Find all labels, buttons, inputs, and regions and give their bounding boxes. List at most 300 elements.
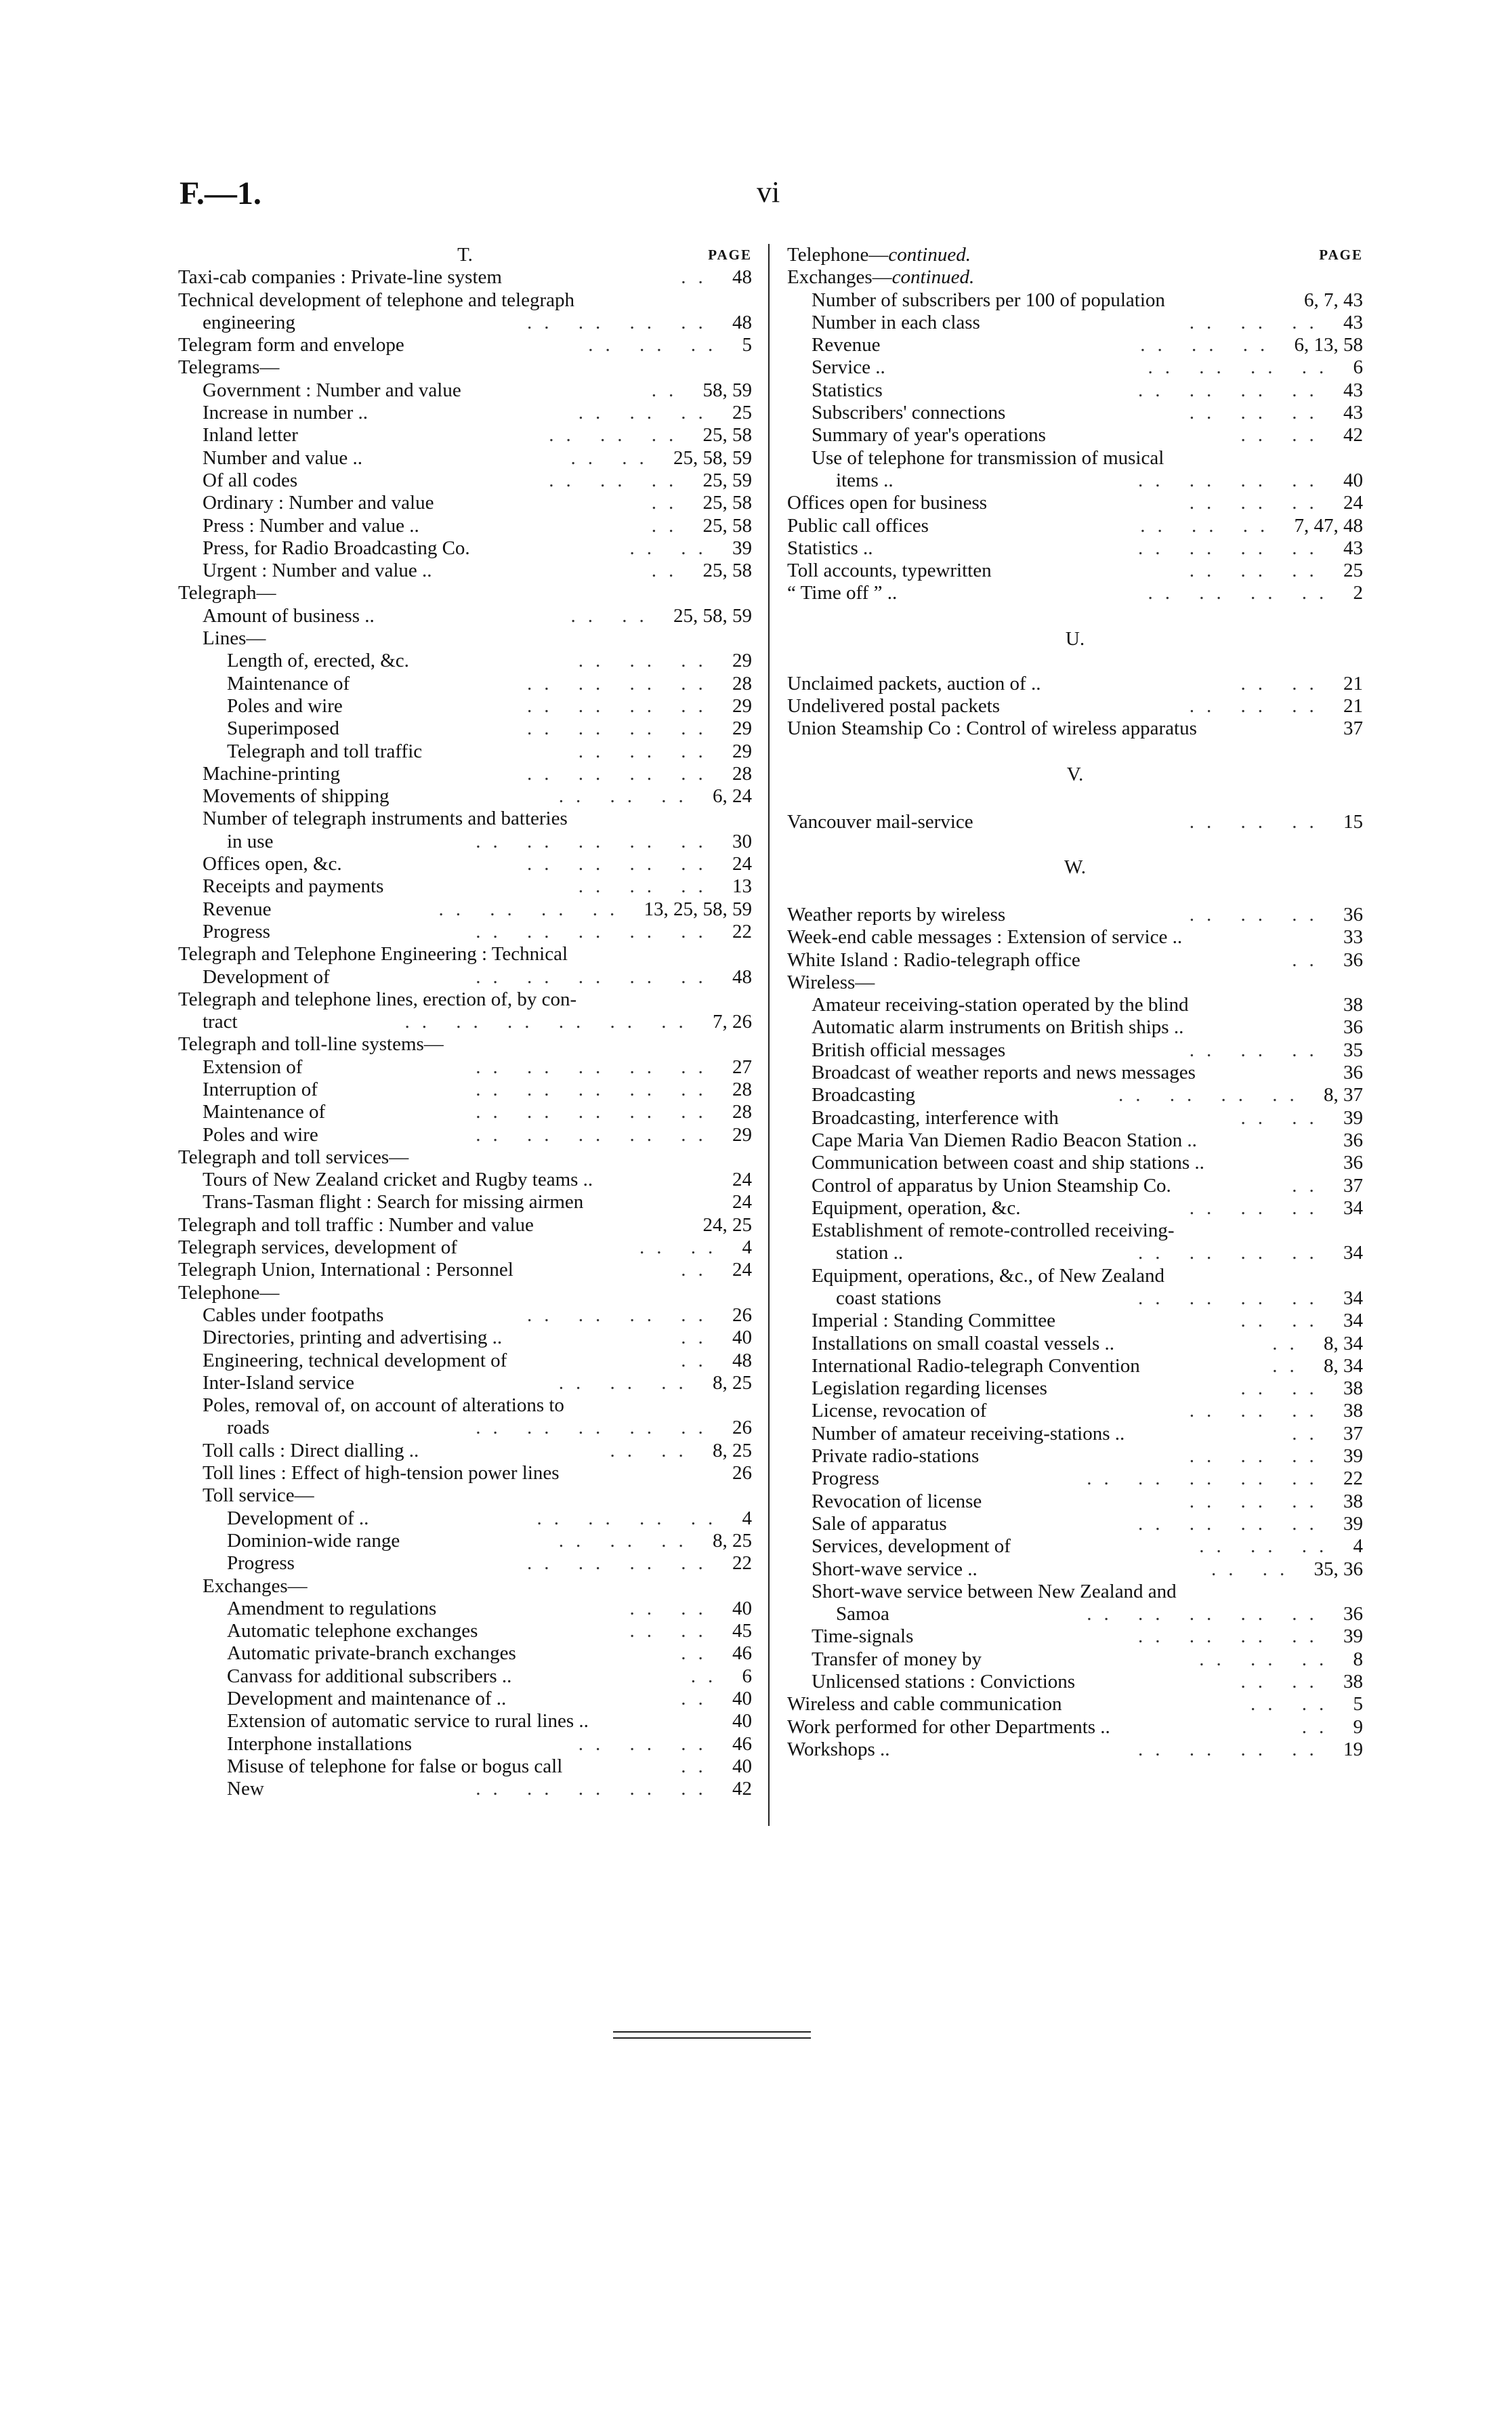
page-ref-number: 40	[1343, 469, 1363, 491]
entry-text: Maintenance of	[203, 1101, 326, 1123]
entry-page-ref	[527, 673, 752, 695]
index-entry	[787, 537, 1363, 560]
leader-dots: .. ..	[629, 1620, 732, 1642]
index-entry	[178, 1507, 752, 1530]
entry-page-ref	[405, 1011, 753, 1033]
index-entry	[178, 289, 752, 312]
entry-page-ref	[1148, 356, 1364, 379]
entry-text: Extension of	[203, 1056, 303, 1078]
leader-dots: .. ..	[629, 537, 732, 559]
entry-text: Automatic alarm instruments on British ships ..	[812, 1016, 1184, 1039]
entry-text: Private radio-stations	[812, 1445, 980, 1468]
page-ref-number: 34	[1343, 1310, 1363, 1332]
end-rule-top	[613, 2031, 811, 2033]
entry-text: Amount of business ..	[203, 604, 375, 627]
page-ref-number: 38	[1343, 1671, 1363, 1693]
index-entry	[787, 1287, 1363, 1310]
entry-page-ref	[1190, 1197, 1363, 1220]
index-entry	[787, 695, 1363, 718]
entry-page-ref	[1148, 582, 1364, 604]
entry-text: Inter-Island service	[203, 1371, 355, 1394]
entry-text: Control of apparatus by Union Steamship Co.	[812, 1174, 1171, 1197]
entry-page-ref	[1138, 1513, 1363, 1535]
index-entry	[178, 560, 752, 582]
index-entry	[787, 1739, 1363, 1761]
index-entry	[178, 1755, 752, 1778]
page-ref-number: 25	[732, 402, 752, 424]
index-entry	[787, 1016, 1363, 1039]
page-ref-number: 40	[732, 1710, 752, 1732]
entry-page-ref	[571, 447, 753, 470]
page-ref-number: 21	[1343, 672, 1363, 694]
leader-dots: .. .. .. ..	[527, 694, 732, 717]
entry-text: Superimposed	[227, 718, 339, 740]
leader-dots: .. .. .. .. ..	[1087, 1603, 1343, 1625]
entry-page-ref	[579, 1733, 752, 1755]
entry-page-ref	[1292, 1423, 1363, 1445]
leader-dots: .. .. ..	[1189, 402, 1343, 424]
page-ref-number: 35	[1343, 1039, 1363, 1061]
index-entry	[178, 1236, 752, 1259]
index-entry	[787, 312, 1363, 334]
entry-page-ref	[681, 1259, 752, 1281]
entry-text: Exchanges—	[203, 1575, 308, 1597]
entry-page-ref	[1211, 1558, 1363, 1581]
page-ref-number: 34	[1343, 1287, 1363, 1309]
entry-page-ref	[1272, 1333, 1363, 1355]
entry-page-ref	[527, 718, 752, 740]
entry-text: Imperial : Standing Committee	[812, 1310, 1056, 1332]
page-ref-number: 36	[1343, 1603, 1363, 1625]
entry-text: Telegraph and Telephone Engineering : Technical	[178, 943, 568, 965]
index-entry	[787, 402, 1363, 424]
index-entry	[787, 1062, 1363, 1084]
index-entry	[787, 492, 1363, 514]
entry-page-ref	[732, 1191, 752, 1213]
entry-page-ref	[439, 898, 753, 921]
entry-text: Toll lines : Effect of high-tension power lines	[203, 1462, 560, 1484]
entry-page-ref	[1190, 1445, 1363, 1468]
index-entry	[178, 741, 752, 763]
page-ref-number: 39	[1343, 1625, 1363, 1648]
index-entry	[178, 1033, 752, 1056]
entry-page-ref	[1241, 1377, 1364, 1400]
entry-page-ref	[476, 1417, 752, 1439]
index-entry	[178, 1259, 752, 1281]
entry-text: Amendment to regulations	[227, 1597, 437, 1619]
index-entry	[178, 379, 752, 402]
leader-dots: .. .. .. .. ..	[476, 1101, 732, 1123]
index-entry	[178, 853, 752, 875]
index-entry	[178, 447, 752, 470]
entry-text: Cables under footpaths	[203, 1304, 384, 1326]
page-ref-number: 24, 25	[702, 1213, 752, 1236]
page-ref-number: 13	[732, 875, 752, 898]
entry-text: Summary of year's operations	[812, 424, 1046, 446]
leader-dots: ..	[681, 266, 732, 289]
index-entry	[178, 537, 752, 560]
leader-dots: .. .. ..	[1140, 334, 1295, 356]
page-ref-number: 34	[1343, 1197, 1363, 1219]
index-entry	[178, 1079, 752, 1101]
entry-text: Machine-printing	[203, 762, 340, 785]
entry-text: Number and value ..	[203, 446, 362, 469]
page-ref-number: 8	[1353, 1648, 1363, 1670]
entry-page-ref	[1343, 1016, 1363, 1039]
entry-page-ref	[527, 1304, 752, 1327]
entry-text: Revenue	[203, 898, 272, 920]
page-ref-number: 8, 37	[1324, 1084, 1363, 1106]
index-entry	[178, 492, 752, 514]
index-entry	[178, 898, 752, 921]
entry-page-ref	[476, 831, 752, 853]
entry-page-ref	[1292, 949, 1363, 972]
entry-page-ref	[476, 1056, 752, 1079]
leader-dots: .. .. ..	[1189, 560, 1343, 582]
index-entry	[787, 1716, 1363, 1739]
entry-page-ref	[1190, 695, 1363, 718]
leader-dots: .. .. .. ..	[1118, 1084, 1324, 1106]
entry-text: Offices open for business	[787, 492, 988, 514]
entry-page-ref	[1138, 1625, 1363, 1648]
entry-text: Telegraph services, development of	[178, 1236, 457, 1259]
entry-text: Telegrams—	[178, 356, 280, 379]
leader-dots: .. ..	[1240, 672, 1343, 694]
page-ref-number: 26	[732, 1462, 752, 1484]
index-entries-v	[787, 811, 1363, 833]
entry-text: Public call offices	[787, 514, 929, 537]
index-entry	[178, 695, 752, 718]
index-entry	[787, 949, 1363, 972]
entry-page-ref	[691, 1665, 752, 1688]
entry-text: Technical development of telephone and telegraph	[178, 289, 574, 311]
entry-page-ref	[476, 1778, 752, 1800]
index-entry	[178, 266, 752, 289]
entry-page-ref	[630, 537, 753, 560]
entry-page-ref	[1087, 1603, 1363, 1625]
entry-page-ref	[1343, 1062, 1363, 1084]
index-entries-u	[787, 673, 1363, 741]
index-entry	[178, 831, 752, 853]
page-ref-number: 40	[732, 1327, 752, 1349]
entry-page-ref	[732, 1462, 752, 1484]
leader-dots: .. .. ..	[549, 469, 703, 491]
page-ref-number: 40	[732, 1597, 752, 1619]
index-entry	[178, 605, 752, 627]
entry-text: Taxi-cab companies : Private-line system	[178, 266, 502, 289]
leader-dots: .. .. ..	[1199, 1535, 1353, 1558]
index-entry	[178, 1350, 752, 1372]
entry-text: Poles and wire	[203, 1123, 318, 1146]
entry-text: Work performed for other Departments ..	[787, 1715, 1110, 1738]
entry-text: Subscribers' connections	[812, 402, 1006, 424]
page-ref-number: 19	[1343, 1738, 1363, 1760]
page-ref-number: 6	[1353, 356, 1363, 379]
index-entry	[178, 1642, 752, 1665]
leader-dots: .. .. ..	[1189, 810, 1343, 833]
page-ref-number: 4	[1353, 1535, 1363, 1558]
index-entry	[178, 1327, 752, 1349]
entry-page-ref	[1302, 1716, 1363, 1739]
index-entry	[178, 1056, 752, 1079]
leader-dots: .. ..	[1211, 1558, 1314, 1580]
entry-page-ref	[1292, 1175, 1363, 1197]
entry-text: Progress	[203, 920, 270, 942]
leader-dots: .. .. .. ..	[527, 672, 732, 694]
index-entry	[787, 289, 1363, 312]
entry-page-ref	[630, 1620, 753, 1642]
entry-text: Increase in number ..	[203, 402, 368, 424]
index-entry	[178, 627, 752, 650]
entry-page-ref	[1343, 1129, 1363, 1152]
index-entry	[787, 1535, 1363, 1558]
left-column	[178, 244, 752, 1800]
index-entry	[178, 1778, 752, 1800]
leader-dots: ..	[681, 1349, 732, 1371]
entry-text: “ Time off ” ..	[787, 582, 898, 604]
entry-page-ref	[559, 1372, 752, 1394]
page-ref-number: 5	[1353, 1693, 1363, 1715]
page-ref-number: 46	[732, 1732, 752, 1755]
index-entry	[178, 1146, 752, 1169]
entry-page-ref	[1190, 560, 1363, 582]
entry-text: Telegraph and toll-line systems—	[178, 1033, 444, 1056]
leader-dots: .. ..	[1240, 1671, 1343, 1693]
entry-text: Development of ..	[227, 1507, 369, 1529]
leader-dots: ..	[1272, 1332, 1324, 1354]
entry-text: Broadcasting, interference with	[812, 1106, 1059, 1129]
page-ref-number: 46	[732, 1642, 752, 1665]
page-ref-number: 4	[742, 1236, 752, 1259]
entry-text: Wireless—	[787, 971, 875, 993]
entry-page-ref	[652, 515, 752, 537]
entry-page-ref	[476, 1101, 752, 1123]
index-entry	[787, 1197, 1363, 1220]
leader-dots: .. .. .. .. ..	[476, 920, 732, 942]
index-entry	[178, 1598, 752, 1620]
index-entry	[178, 1575, 752, 1598]
page-ref-number: 25, 58, 59	[673, 446, 752, 469]
right-column	[787, 244, 1363, 1761]
entry-page-ref	[476, 1124, 752, 1146]
index-entry	[787, 1581, 1363, 1603]
leader-dots: .. .. .. ..	[527, 853, 732, 875]
index-entry	[178, 1191, 752, 1213]
index-entry	[178, 1733, 752, 1755]
entry-text: Transfer of money by	[812, 1648, 982, 1670]
entry-page-ref	[703, 1214, 753, 1236]
leader-dots: .. .. .. .. ..	[476, 965, 732, 988]
entry-page-ref	[1190, 1039, 1363, 1062]
entry-text: Workshops ..	[787, 1738, 890, 1760]
entry-text: Legislation regarding licenses	[812, 1377, 1047, 1400]
entry-page-ref	[476, 1079, 752, 1101]
leader-dots: .. ..	[1240, 1106, 1343, 1129]
leader-dots: .. ..	[629, 1597, 732, 1619]
page-ref-number: 34	[1343, 1242, 1363, 1264]
page-ref-number: 2	[1353, 582, 1363, 604]
entry-text: Telegraph and toll services—	[178, 1146, 409, 1168]
index-entry	[787, 904, 1363, 926]
page-ref-number: 48	[732, 311, 752, 333]
section-letter-t: T.	[457, 244, 473, 266]
entry-text: Press : Number and value ..	[203, 514, 419, 537]
entry-page-ref	[1190, 492, 1363, 514]
index-entry	[787, 1355, 1363, 1377]
page-ref-number: 40	[732, 1755, 752, 1777]
entry-text: Offices open, &c.	[203, 853, 342, 875]
entry-text: Interruption of	[203, 1078, 318, 1100]
index-entry	[178, 1417, 752, 1439]
entry-page-ref	[527, 695, 752, 718]
entry-page-ref	[571, 605, 753, 627]
entry-page-ref	[1343, 994, 1363, 1016]
entry-page-ref	[1199, 1648, 1363, 1671]
entry-text: Poles and wire	[227, 694, 343, 717]
leader-dots: .. .. .. ..	[1138, 379, 1343, 401]
leader-dots: .. .. .. .. ..	[476, 1417, 732, 1439]
entry-page-ref	[1138, 1739, 1363, 1761]
entry-page-ref	[1241, 1671, 1364, 1693]
index-entry	[178, 424, 752, 446]
leader-dots: .. .. ..	[578, 650, 732, 672]
entry-text: Development of	[203, 965, 330, 988]
page-column-label: PAGE	[708, 247, 752, 263]
entry-page-ref	[1138, 379, 1363, 402]
entry-text: Progress	[812, 1468, 879, 1490]
entry-text: Toll calls : Direct dialling ..	[203, 1439, 419, 1461]
index-entry	[787, 1220, 1363, 1242]
index-entry	[787, 673, 1363, 695]
page-number: vi	[757, 175, 780, 209]
index-entry	[787, 1468, 1363, 1490]
entry-text: Revocation of license	[812, 1490, 982, 1512]
page-ref-number: 4	[742, 1507, 752, 1529]
section-letter-u: U.	[1065, 627, 1085, 650]
page-ref-number: 9	[1353, 1715, 1363, 1738]
entry-page-ref	[1343, 718, 1363, 740]
entry-page-ref	[579, 741, 752, 763]
page-ref-number: 33	[1343, 926, 1363, 949]
leader-dots: .. .. .. ..	[1138, 469, 1343, 491]
entry-page-ref	[527, 853, 752, 875]
leader-dots: .. .. ..	[1189, 492, 1343, 514]
page-ref-number: 6, 13, 58	[1294, 334, 1363, 356]
page-ref-number: 35, 36	[1314, 1558, 1363, 1580]
page-ref-number: 24	[1343, 492, 1363, 514]
index-entry	[787, 1242, 1363, 1264]
page-ref-number: 39	[1343, 1445, 1363, 1468]
entry-text: Development and maintenance of ..	[227, 1688, 507, 1709]
page-ref-number: 25, 58	[702, 492, 752, 514]
entry-page-ref	[1343, 1152, 1363, 1174]
leader-dots: .. .. ..	[1189, 1039, 1343, 1061]
entry-page-ref	[1140, 334, 1363, 356]
entry-text: Short-wave service between New Zealand and	[812, 1580, 1177, 1602]
entry-text: Number of telegraph instruments and batteries	[203, 808, 568, 830]
column-divider	[768, 244, 770, 1826]
entry-text: Samoa	[836, 1603, 889, 1625]
leader-dots: .. .. ..	[1189, 903, 1343, 926]
index-entry	[787, 1039, 1363, 1062]
leader-dots: .. .. ..	[558, 1371, 713, 1394]
entry-page-ref	[579, 875, 752, 898]
entry-text: in use	[227, 830, 274, 852]
index-entry	[787, 994, 1363, 1016]
entry-text: coast stations	[836, 1287, 942, 1309]
page-ref-number: 37	[1343, 1422, 1363, 1444]
page-ref-number: 43	[1343, 402, 1363, 424]
page-ref-number: 6	[742, 1665, 752, 1687]
index-entry	[787, 1107, 1363, 1129]
entry-page-ref	[681, 266, 752, 289]
leader-dots: ..	[651, 514, 703, 537]
entry-text: New	[227, 1778, 264, 1800]
leader-dots: .. .. .. ..	[1138, 1512, 1343, 1535]
entry-text: Telegraph—	[178, 582, 276, 604]
entry-text: Services, development of	[812, 1535, 1011, 1558]
page-ref-number: 15	[1343, 810, 1363, 833]
entry-text: Telegram form and envelope	[178, 334, 404, 356]
index-entry	[178, 921, 752, 943]
leader-dots: .. .. ..	[588, 334, 742, 356]
entry-text: International Radio-telegraph Convention	[812, 1354, 1140, 1377]
page-ref-number: 36	[1343, 1152, 1363, 1174]
page-ref-number: 7, 47, 48	[1294, 514, 1363, 537]
index-entry	[178, 312, 752, 334]
leader-dots: .. .. ..	[578, 402, 732, 424]
page-ref-number: 24	[732, 1169, 752, 1191]
leader-dots: .. .. .. ..	[1138, 1625, 1343, 1648]
page-ref-number: 42	[1343, 424, 1363, 446]
index-entry	[787, 1445, 1363, 1468]
index-entry	[787, 972, 1363, 994]
entry-text: Unclaimed packets, auction of ..	[787, 672, 1041, 694]
index-entry	[787, 356, 1363, 379]
entry-page-ref	[681, 1327, 752, 1349]
entry-text: Number in each class	[812, 311, 980, 333]
index-entries-left	[178, 266, 752, 1800]
entry-page-ref	[1241, 673, 1364, 695]
leader-dots: .. .. .. ..	[1138, 1242, 1343, 1264]
entry-page-ref	[1251, 1693, 1363, 1715]
index-entry	[787, 1377, 1363, 1400]
index-entry	[178, 1440, 752, 1462]
entry-text: Movements of shipping	[203, 785, 390, 808]
page-ref-number: 43	[1343, 311, 1363, 333]
entry-page-ref	[630, 1598, 753, 1620]
page-ref-number: 38	[1343, 1490, 1363, 1512]
entry-page-ref	[476, 966, 752, 989]
index-entry	[787, 1558, 1363, 1581]
index-entry	[178, 1665, 752, 1688]
page-ref-number: 26	[732, 1304, 752, 1326]
leader-dots: .. .. .. ..	[527, 762, 732, 785]
index-entry	[787, 811, 1363, 833]
page-ref-number: 5	[742, 334, 752, 356]
index-entry	[787, 515, 1363, 537]
page-ref-number: 43	[1343, 379, 1363, 401]
entry-page-ref	[1190, 312, 1363, 334]
entry-text: Of all codes	[203, 469, 298, 491]
index-entry	[178, 673, 752, 695]
entry-text: Telegraph Union, International : Personnel	[178, 1259, 513, 1281]
leader-dots: .. .. ..	[578, 740, 732, 762]
entry-text: Short-wave service ..	[812, 1558, 978, 1580]
index-entry	[178, 1282, 752, 1304]
entry-page-ref	[579, 650, 752, 672]
leader-dots: .. .. .. ..	[1138, 1738, 1343, 1760]
